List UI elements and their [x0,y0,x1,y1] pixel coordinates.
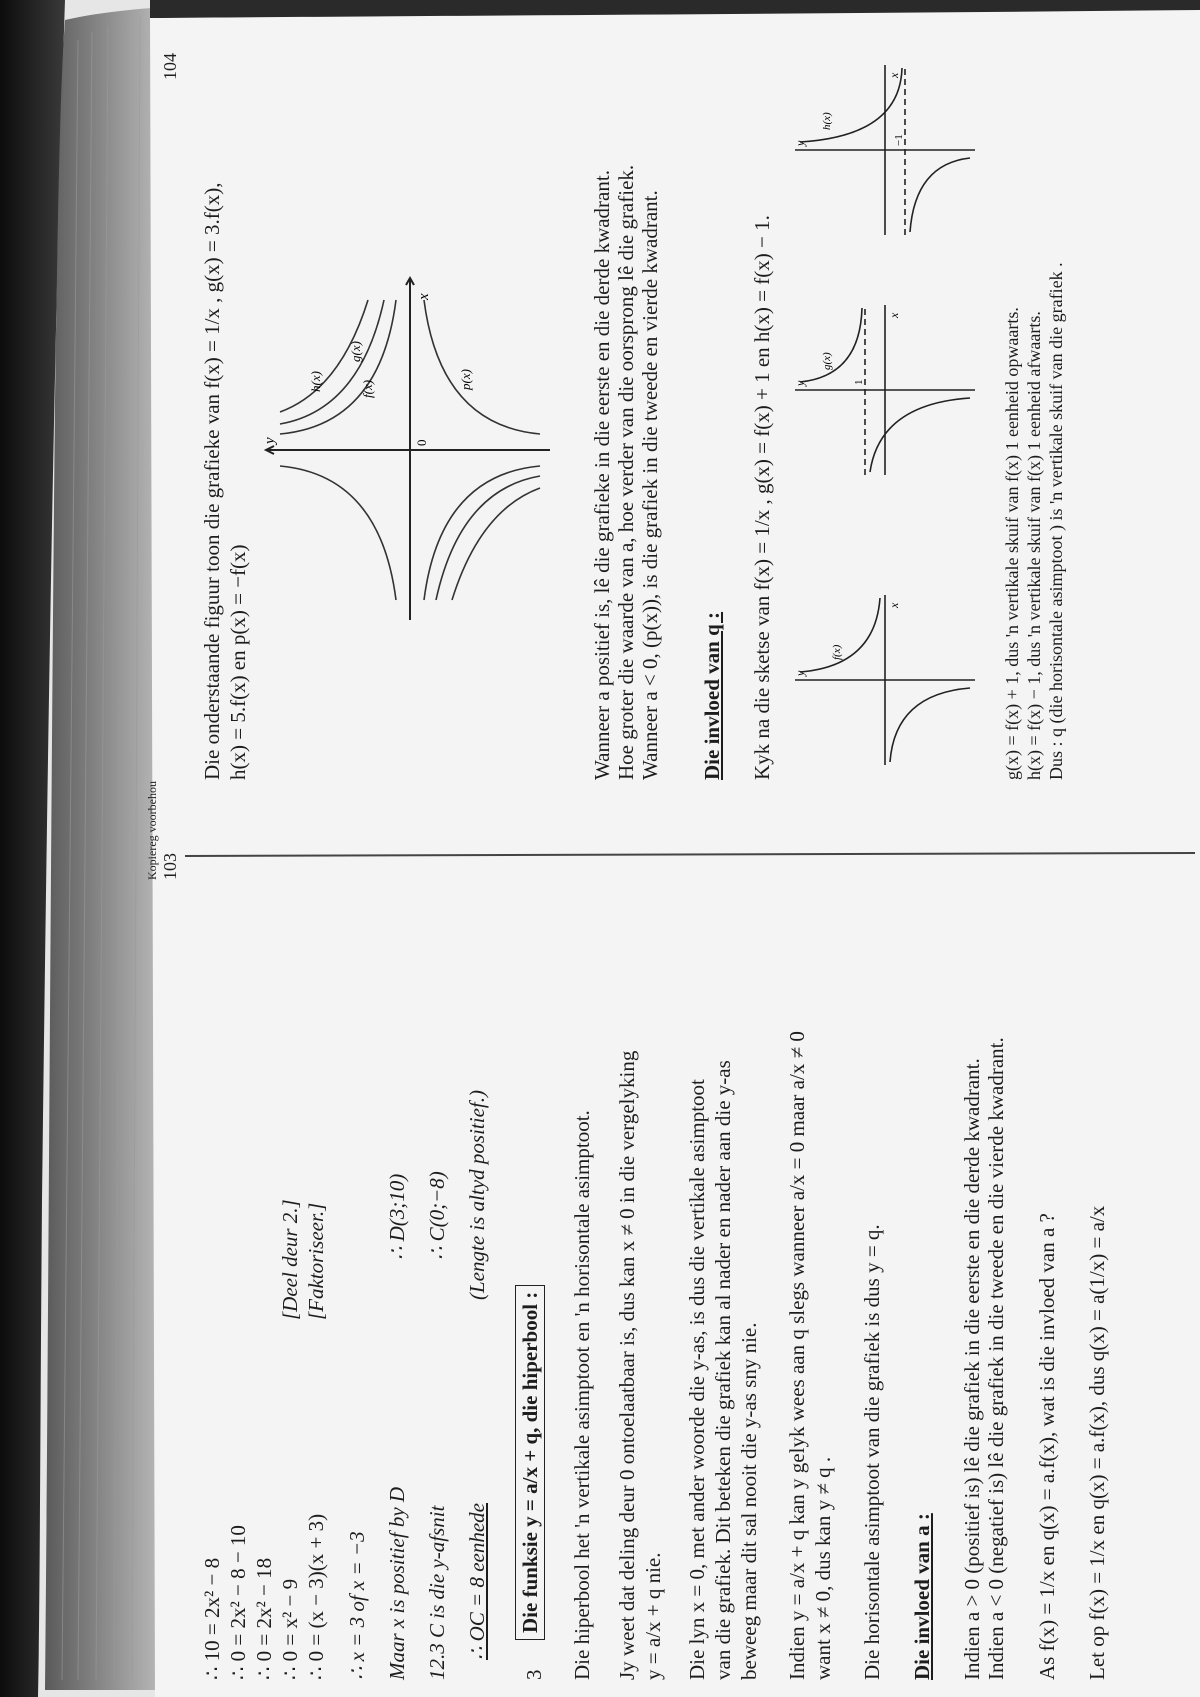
para-4b: want x ≠ 0, dus kan y ≠ q . [811,1456,835,1680]
graph-y-label: y [262,437,278,444]
page-number-104: 104 [160,53,180,80]
heading-invloed-q: Die invloed van q : [700,611,724,780]
graph-p-label: p(x) [458,369,473,390]
note-D: ∴ D(3;10) [385,1173,409,1260]
para-3c: beweeg maar dit sal nooit die y-as sny nie. [737,1322,761,1680]
graph-h-label: h(x) [308,371,323,392]
small-h-minus-one: −1 [893,134,905,146]
small-f-y: y [793,670,807,676]
header-note: Kopiereg voorbehou [145,781,159,880]
small-h-x: x [887,72,901,78]
para-6b: Indien a < 0 (negatief is) lê die grafiek in die tweede en die vierde kwadrant. [984,1037,1008,1680]
line-5: ∴ 0 = (x − 3)(x + 3) [304,1513,328,1680]
line-maar: Maar x is positief by D [385,1486,409,1680]
para-2a: Jy weet dat deling deur 0 ontoelaatbaar is, dus kan x ≠ 0 in die vergelyking [615,1050,639,1680]
note-lengte: (Lengte is altyd positief.) [465,1090,489,1300]
small-g-x: x [887,312,901,318]
conclusion-3: Dus : q (die horisontale asimptoot ) is 'n vertikale skuif van die grafiek . [1046,262,1066,780]
graph-g-label: g(x) [348,341,363,362]
line-2: ∴ 0 = 2x² − 8 − 10 [226,1525,250,1680]
line-12-3: 12.3 C is die y-afsnit [425,1505,449,1680]
para-4a: Indien y = a/x + q kan y gelyk wees aan q slegs wanneer a/x = 0 maar a/x ≠ 0 [785,1031,809,1680]
para-5: Die horisontale asimptoot van die grafiek is dus y = q. [860,1224,884,1680]
graph-x-label: x [416,293,432,300]
conclusion-1: g(x) = f(x) + 1, dus 'n vertikale skuif van f(x) 1 eenheid opwaarts. [1002,307,1022,780]
para-r2: Hoe groter die waarde van a, hoe verder van die oorsprong lê die grafiek. [614,164,638,780]
note-faktor: [Faktoriseer.] [304,1202,328,1320]
heading-invloed-a: Die invloed van a : [910,1513,934,1680]
conclusion-2: h(x) = f(x) − 1, dus 'n vertikale skuif van f(x) 1 eenheid afwaarts. [1024,311,1044,780]
para-2b: y = a/x + q nie. [641,1552,665,1680]
small-g-label: g(x) [821,352,833,370]
small-f-label: f(x) [831,644,843,660]
note-deel: [Deel deur 2.] [278,1199,302,1320]
page-number-103: 103 [160,853,180,880]
line-x-solutions: ∴ x = 3 of x = −3 [345,1531,369,1680]
kyk-line: Kyk na die sketse van f(x) = 1/x , g(x) = f(x) + 1 en h(x) = f(x) − 1. [750,215,774,780]
small-g-y: y [793,380,807,386]
line-4: ∴ 0 = x² − 9 [278,1578,302,1680]
section-title: Die funksie y = a/x + q, die hiperbool : [515,1285,545,1640]
graph-origin-label: 0 [414,439,429,446]
small-h-label: h(x) [821,112,833,130]
para-r1: Wanneer a positief is, lê die grafieke in die eerste en die derde kwadrant. [590,170,614,780]
para-3b: van die grafiek. Dit beteken die grafiek kan al nader en nader aan die y-as [711,1060,735,1680]
small-f-x: x [887,602,901,608]
para-3a: Die lyn x = 0, met ander woorde die y-as, is dus die vertikale asimptoot [685,1079,709,1680]
line-3: ∴ 0 = 2x² − 18 [252,1557,276,1680]
line-1: ∴ 10 = 2x² − 8 [200,1557,224,1680]
para-6a: Indien a > 0 (positief is) lê die grafiek in die eerste en die derde kwadrant. [960,1058,984,1680]
para-8: Let op f(x) = 1/x en q(x) = a.f(x), dus q(x) = a(1/x) = a/x [1085,1205,1109,1680]
section-number: 3 [522,1669,546,1680]
small-g-one: 1 [853,379,865,385]
graph-f-label: f(x) [360,379,375,398]
para-1: Die hiperbool het 'n vertikale asimptoot en 'n horisontale asimptoot. [570,1110,594,1680]
para-r3: Wanneer a < 0, (p(x)), is die grafiek in die tweede en vierde kwadrant. [638,190,662,780]
intro-line-1: Die onderstaande figuur toon die grafieke van f(x) = 1/x , g(x) = 3.f(x), [200,182,224,780]
note-C: ∴ C(0;−8) [425,1171,449,1260]
small-h-y: y [793,140,807,146]
intro-line-2: h(x) = 5.f(x) en p(x) = −f(x) [226,544,250,780]
line-OC: ∴ OC = 8 eenhede [465,1503,489,1660]
para-7: As f(x) = 1/x en q(x) = a.f(x), wat is die invloed van a ? [1035,1213,1059,1680]
